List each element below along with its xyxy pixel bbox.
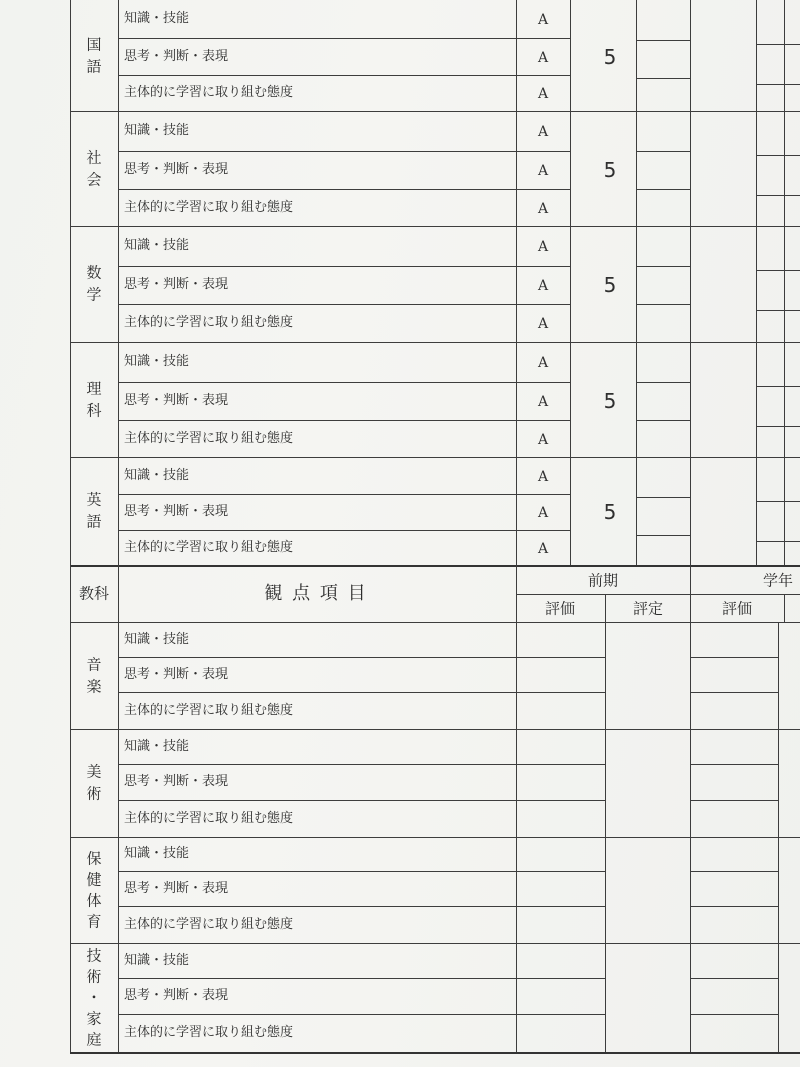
evaluation-grade: A bbox=[537, 468, 549, 485]
subject-name-char: 技 bbox=[86, 946, 102, 964]
table-rule bbox=[636, 0, 637, 565]
item-row-rule bbox=[118, 494, 570, 495]
subject-name-char: 美 bbox=[86, 762, 102, 781]
table-rule bbox=[570, 0, 571, 565]
table-rule bbox=[516, 0, 517, 565]
item-row-rule bbox=[118, 382, 570, 383]
observation-item-label: 思考・判断・表現 bbox=[124, 666, 229, 682]
item-row-rule bbox=[118, 1014, 605, 1015]
table-rule bbox=[690, 906, 778, 907]
observation-item-label: 思考・判断・表現 bbox=[124, 48, 229, 64]
evaluation-grade: A bbox=[537, 355, 549, 371]
table-rule bbox=[756, 386, 800, 387]
table-rule bbox=[636, 189, 690, 190]
item-row-rule bbox=[118, 692, 605, 693]
item-row-rule bbox=[118, 906, 605, 907]
evaluation-grade: A bbox=[537, 86, 549, 102]
overall-rating: 5 bbox=[603, 273, 617, 297]
evaluation-grade: A bbox=[537, 278, 549, 294]
table-rule bbox=[690, 800, 778, 801]
evaluation-grade: A bbox=[537, 12, 549, 28]
observation-item-label: 知識・技能 bbox=[124, 738, 190, 754]
table-rule bbox=[636, 266, 690, 267]
observation-item-label: 主体的に学習に取り組む態度 bbox=[124, 702, 294, 718]
item-row-rule bbox=[118, 189, 570, 190]
subject-block-border bbox=[70, 111, 800, 112]
table-rule bbox=[690, 871, 778, 872]
subject-name-char: 語 bbox=[86, 57, 102, 75]
subject-name-char: 保 bbox=[86, 849, 102, 867]
header-mid-rule bbox=[516, 594, 800, 595]
table-rule bbox=[118, 0, 119, 565]
table-rule bbox=[636, 497, 690, 498]
evaluation-grade: A bbox=[537, 239, 549, 255]
evaluation-grade: A bbox=[537, 316, 549, 332]
table-rule bbox=[756, 501, 800, 502]
header-evaluation: 評価 bbox=[544, 599, 576, 618]
observation-item-label: 主体的に学習に取り組む態度 bbox=[124, 539, 294, 555]
header-rating: 評定 bbox=[632, 599, 664, 618]
header-viewpoint: 観 点 項 目 bbox=[264, 583, 368, 604]
observation-item-label: 主体的に学習に取り組む態度 bbox=[124, 199, 294, 215]
table-rule bbox=[636, 535, 690, 536]
subject-name-char: 術 bbox=[86, 967, 102, 985]
table-rule bbox=[756, 155, 800, 156]
evaluation-grade: A bbox=[537, 49, 549, 66]
table-rule bbox=[605, 594, 606, 622]
subject-block-border bbox=[70, 943, 800, 944]
table-rule bbox=[636, 151, 690, 152]
table-rule bbox=[690, 565, 691, 622]
table-rule bbox=[636, 304, 690, 305]
subject-name-char: 学 bbox=[86, 285, 102, 304]
table-rule bbox=[690, 764, 778, 765]
item-row-rule bbox=[118, 420, 570, 421]
header-subject: 教科 bbox=[78, 584, 110, 603]
item-row-rule bbox=[118, 266, 570, 267]
subject-name-char: ・ bbox=[86, 988, 102, 1006]
subject-name-char: 健 bbox=[86, 870, 102, 888]
item-row-rule bbox=[118, 800, 605, 801]
evaluation-grade: A bbox=[537, 124, 549, 140]
table-rule bbox=[756, 195, 800, 196]
observation-item-label: 知識・技能 bbox=[124, 11, 190, 26]
evaluation-grade: A bbox=[537, 200, 549, 217]
observation-item-label: 知識・技能 bbox=[124, 467, 190, 483]
subject-name-char: 数 bbox=[86, 263, 102, 282]
subject-block-border bbox=[70, 342, 800, 343]
table-rule bbox=[636, 40, 690, 41]
table-rule bbox=[636, 78, 690, 79]
evaluation-grade: A bbox=[537, 394, 549, 410]
evaluation-grade: A bbox=[537, 431, 549, 448]
subject-block-border bbox=[70, 837, 800, 838]
observation-item-label: 思考・判断・表現 bbox=[124, 504, 229, 519]
table-rule bbox=[70, 565, 71, 622]
observation-item-label: 知識・技能 bbox=[124, 631, 190, 647]
table-rule bbox=[784, 594, 785, 622]
table-rule bbox=[636, 420, 690, 421]
overall-rating: 5 bbox=[603, 500, 617, 524]
subject-name-char: 国 bbox=[86, 35, 102, 53]
table-rule bbox=[118, 565, 119, 622]
subject-name-char: 理 bbox=[86, 379, 102, 397]
item-row-rule bbox=[118, 304, 570, 305]
observation-item-label: 知識・技能 bbox=[124, 238, 190, 253]
item-row-rule bbox=[118, 151, 570, 152]
item-row-rule bbox=[118, 38, 570, 39]
table-rule bbox=[690, 978, 778, 979]
table-rule bbox=[756, 541, 800, 542]
observation-item-label: 思考・判断・表現 bbox=[124, 162, 229, 177]
subject-name-char: 術 bbox=[86, 784, 102, 803]
table-rule bbox=[756, 426, 800, 427]
table-left-border bbox=[70, 0, 71, 565]
observation-item-label: 主体的に学習に取り組む態度 bbox=[124, 1025, 294, 1040]
observation-item-label: 主体的に学習に取り組む態度 bbox=[124, 430, 294, 446]
header-evaluation-2: 評価 bbox=[721, 599, 753, 618]
observation-item-label: 思考・判断・表現 bbox=[124, 880, 229, 896]
subject-name-char: 会 bbox=[86, 170, 102, 188]
table-rule bbox=[756, 44, 800, 45]
subject-name-char: 庭 bbox=[86, 1030, 102, 1048]
item-row-rule bbox=[118, 764, 605, 765]
observation-item-label: 主体的に学習に取り組む態度 bbox=[124, 315, 294, 330]
observation-item-label: 知識・技能 bbox=[124, 123, 190, 138]
subject-block-border bbox=[70, 729, 800, 730]
subject-name-char: 育 bbox=[86, 912, 102, 930]
table-rule bbox=[690, 657, 778, 658]
header-first-term: 前期 bbox=[587, 571, 619, 590]
observation-item-label: 思考・判断・表現 bbox=[124, 277, 229, 292]
table-rule bbox=[516, 565, 517, 622]
observation-item-label: 思考・判断・表現 bbox=[124, 774, 229, 789]
item-row-rule bbox=[118, 657, 605, 658]
subject-name-char: 体 bbox=[86, 891, 102, 909]
table-rule bbox=[756, 84, 800, 85]
overall-rating: 5 bbox=[603, 388, 617, 413]
observation-item-label: 思考・判断・表現 bbox=[124, 393, 229, 408]
observation-item-label: 主体的に学習に取り組む態度 bbox=[124, 916, 294, 932]
overall-rating: 5 bbox=[603, 44, 617, 69]
table-rule bbox=[756, 270, 800, 271]
observation-item-label: 知識・技能 bbox=[124, 846, 190, 861]
observation-item-label: 主体的に学習に取り組む態度 bbox=[124, 810, 294, 826]
table-rule bbox=[756, 310, 800, 311]
item-row-rule bbox=[118, 978, 605, 979]
subject-name-char: 家 bbox=[86, 1009, 102, 1027]
item-row-rule bbox=[118, 530, 570, 531]
subject-name-char: 楽 bbox=[86, 677, 102, 695]
evaluation-grade: A bbox=[537, 163, 549, 179]
table-rule bbox=[636, 382, 690, 383]
overall-rating: 5 bbox=[603, 157, 617, 182]
item-row-rule bbox=[118, 75, 570, 76]
table-rule bbox=[690, 1014, 778, 1015]
subject-name-char: 科 bbox=[86, 401, 102, 419]
subject-name-char: 音 bbox=[86, 655, 102, 673]
table-rule bbox=[690, 0, 691, 565]
table-bottom-border bbox=[70, 1052, 800, 1054]
subject-block-border bbox=[70, 457, 800, 458]
evaluation-grade: A bbox=[537, 540, 549, 557]
observation-item-label: 知識・技能 bbox=[124, 952, 190, 968]
subject-name-char: 英 bbox=[86, 490, 102, 509]
subject-block-border bbox=[70, 226, 800, 227]
item-row-rule bbox=[118, 871, 605, 872]
header-year: 学年 bbox=[762, 571, 794, 590]
evaluation-grade: A bbox=[537, 505, 549, 521]
table-rule bbox=[690, 692, 778, 693]
subject-name-char: 語 bbox=[86, 512, 102, 531]
subject-name-char: 社 bbox=[86, 148, 102, 166]
observation-item-label: 知識・技能 bbox=[124, 354, 190, 369]
observation-item-label: 主体的に学習に取り組む態度 bbox=[124, 85, 294, 100]
observation-item-label: 思考・判断・表現 bbox=[124, 988, 229, 1003]
